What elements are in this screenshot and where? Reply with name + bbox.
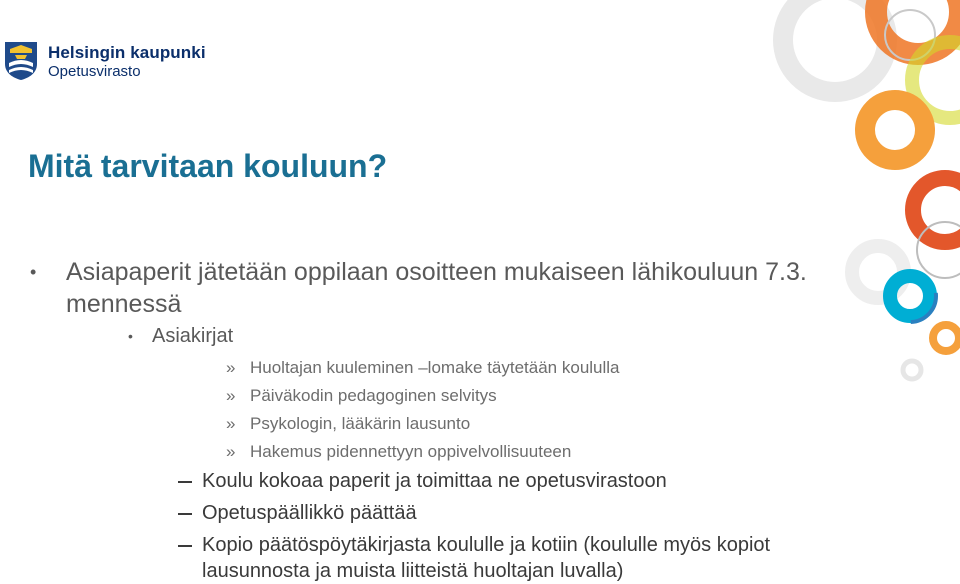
document-item: Hakemus pidennettyyn oppivelvollisuuteen — [250, 442, 572, 461]
step-text: Kopio päätöspöytäkirjasta koululle ja kotiin (koululle myös kopiot lausunnosta ja muista liitteistä huoltajan luvalla) — [202, 534, 771, 582]
list-item — [226, 442, 571, 462]
document-item: Psykologin, lääkärin lausunto — [250, 414, 471, 433]
document-item: Huoltajan kuuleminen –lomake täytetään koululla — [250, 358, 620, 377]
sub-bullet-text: Asiakirjat — [152, 325, 234, 347]
bullet-icon: • — [30, 262, 37, 282]
step-text: Koulu kokoaa paperit ja toimittaa ne opetusvirastoon — [202, 470, 667, 492]
step-text: Opetuspäällikkö päättää — [202, 502, 417, 524]
dash-icon — [178, 481, 192, 483]
list-item — [226, 358, 620, 378]
helsinki-crest-icon — [4, 40, 38, 80]
dash-icon — [178, 513, 192, 515]
city-name: Helsingin kaupunki — [48, 43, 206, 62]
slide-title: Mitä tarvitaan kouluun? — [28, 148, 388, 184]
list-item — [226, 414, 470, 434]
list-item — [226, 386, 497, 406]
bullet-icon: • — [128, 328, 133, 344]
office-name: Opetusvirasto — [48, 63, 141, 80]
chevron-icon: » — [226, 442, 236, 461]
chevron-icon: » — [226, 386, 236, 405]
chevron-icon: » — [226, 358, 236, 377]
city-logo — [4, 40, 206, 80]
main-bullet-text: Asiapaperit jätetään oppilaan osoitteen mukaiseen lähikouluun 7.3. mennessä — [66, 258, 807, 318]
document-item: Päiväkodin pedagoginen selvitys — [250, 386, 497, 405]
dash-icon — [178, 545, 192, 547]
chevron-icon: » — [226, 414, 236, 433]
